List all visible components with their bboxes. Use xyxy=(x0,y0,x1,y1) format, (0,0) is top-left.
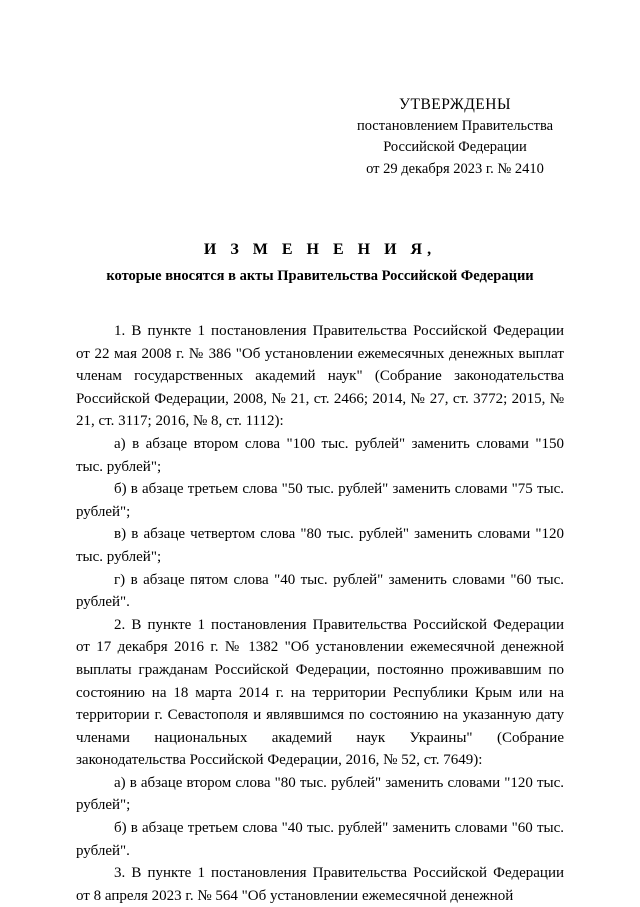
paragraph-1d: г) в абзаце пятом слова "40 тыс. рублей" заменить словами "60 тыс. рублей". xyxy=(76,571,564,611)
document-title: И З М Е Н Е Н И Я, xyxy=(203,241,437,258)
paragraph-2b: б) в абзаце третьем слова "40 тыс. рублей" заменить словами "60 тыс. рублей". xyxy=(76,820,564,859)
paragraph-1b: б) в абзаце третьем слова "50 тыс. рублей" заменить словами "75 тыс. рублей"; xyxy=(76,481,564,520)
paragraph-2a: а) в абзаце втором слова "80 тыс. рублей" заменить словами "120 тыс. рублей"; xyxy=(76,774,564,814)
approval-line-3: от 29 декабря 2023 г. № 2410 xyxy=(366,160,544,177)
paragraph-2: 2. В пункте 1 постановления Правительства Российской Федерации от 17 декабря 2016 г. № 1382 "Об установлении ежемесячной денежной выплаты гражданам Российской Федерации, постоянно проживавшим по состоянию на 18 марта 2014 г. на территории Республики Крым или на территории г. Севастополя и являвшимся по состоянию на указанную дату членами национальных академий наук Украины" (Собрание законодательства Российской Федерации, 2016, № 52, ст. 7649): xyxy=(76,616,564,769)
approval-heading: УТВЕРЖДЕНЫ xyxy=(399,96,511,113)
document-body xyxy=(76,320,564,907)
paragraph-3: 3. В пункте 1 постановления Правительства Российской Федерации от 8 апреля 2023 г. № 564 "Об установлении ежемесячной денежной xyxy=(76,865,564,904)
document-subtitle: которые вносятся в акты Правительства Российской Федерации xyxy=(106,268,534,284)
paragraph-1: 1. В пункте 1 постановления Правительства Российской Федерации от 22 мая 2008 г. № 386 "Об установлении ежемесячных денежных выплат членам государственных академий наук" (Собрание законодательства Российской Федерации, 2008, № 21, ст. 2466; 2014, № 27, ст. 3772; 2015, № 21, ст. 3117; 2016, № 8, ст. 1112): xyxy=(76,323,564,430)
approval-line-2: Российской Федерации xyxy=(383,139,527,155)
paragraph-1a: а) в абзаце втором слова "100 тыс. рублей" заменить словами "150 тыс. рублей"; xyxy=(76,435,564,475)
approval-stamp xyxy=(340,94,570,180)
paragraph-1c: в) в абзаце четвертом слова "80 тыс. рублей" заменить словами "120 тыс. рублей"; xyxy=(76,526,564,565)
approval-line-1: постановлением Правительства xyxy=(356,117,554,134)
